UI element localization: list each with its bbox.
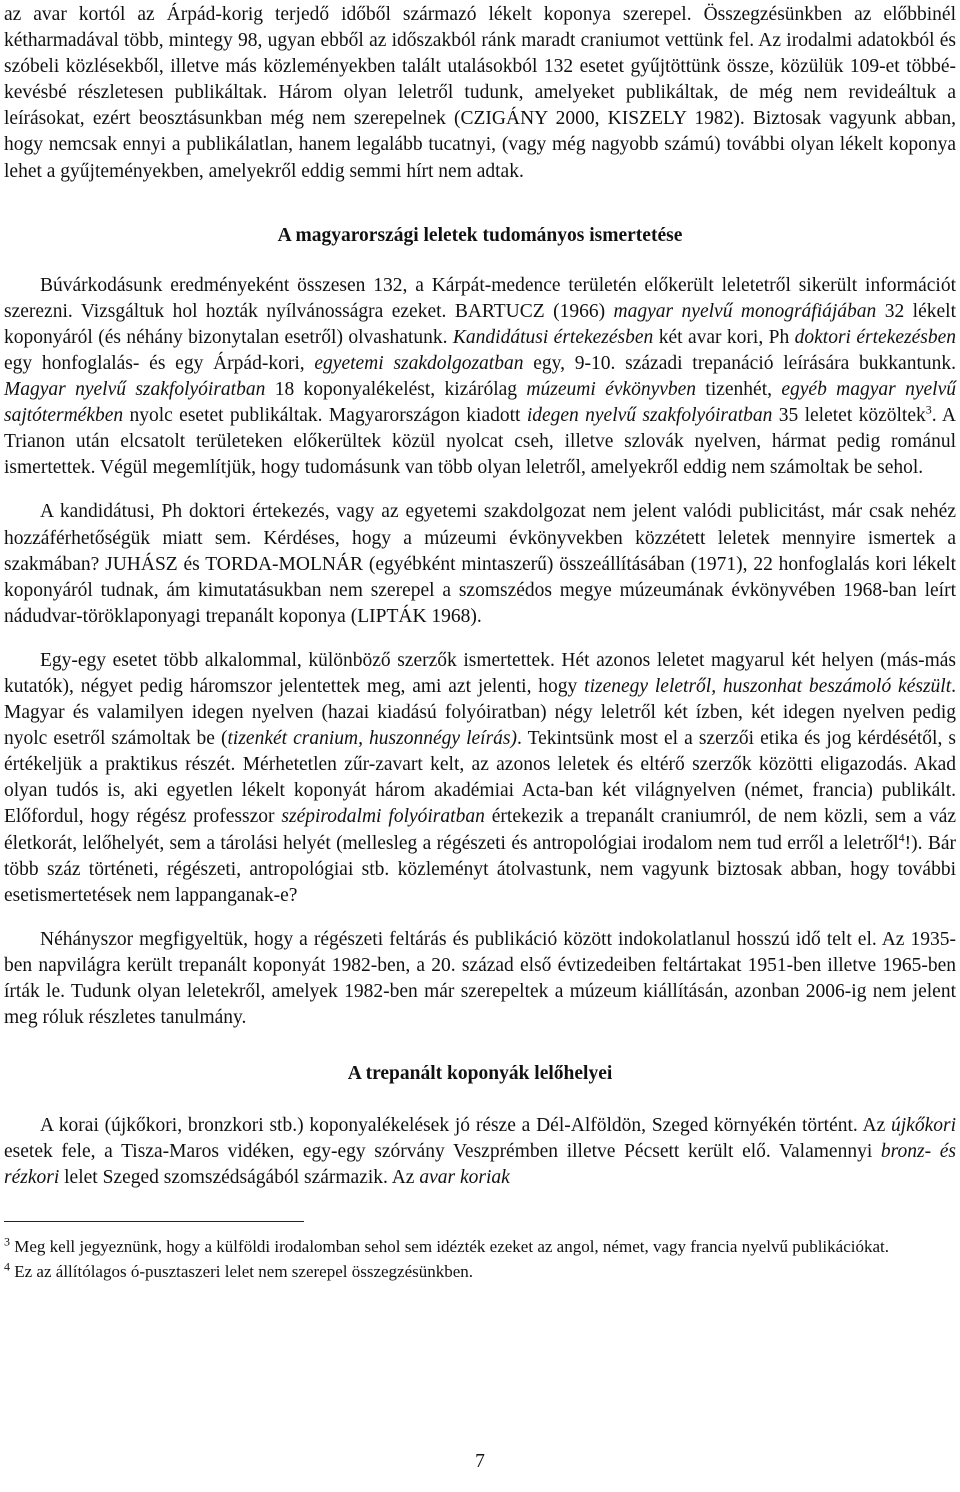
paragraph-4 [4,648,956,909]
footnote-4 [4,1261,956,1283]
text: 18 koponyalékelést, kizárólag [265,379,527,401]
emphasis: Magyar nyelvű szakfolyóiratban [4,379,266,401]
footnote-ref-3[interactable]: 3 [925,402,932,417]
text: 35 leletet közöltek [772,405,926,427]
text: nyolc esetet publikáltak. Magyarországon kiadott [123,405,527,427]
paragraph-6 [4,1113,956,1191]
emphasis: egyetemi szakdolgozatban [314,352,524,374]
section-heading-find-sites: A trepanált koponyák lelőhelyei [347,1063,613,1085]
text: egy honfoglalás- és egy Árpád-kori, [4,352,315,374]
text: . A Trianon után elcsatolt területeken előkerültek közül nyolcat cseh, illetve szlovák nyelven, hármat pedig románul ismertettek. Végül megemlítjük, hogy tudomásunk van több olyan leletről, amelyekről eddig nem számoltak be sehol. [4,405,956,479]
text: lelet Szeged szomszédságából származik. Az [59,1167,420,1189]
document-page [4,2,956,1282]
emphasis: múzeumi évkönyvben [526,379,697,401]
paragraph-3: A kandidátusi, Ph doktori értekezés, vagy az egyetemi szakdolgozat nem jelent valódi publicitást, már csak nehéz hozzáférhetőségük miatt sem. Kérdéses, hogy a múzeumi évkönyvekben közzétett leletek mennyire ismertek a szakmában? JUHÁSZ és TORDA-MOLNÁR (egyébként mintaszerű) összeállításában (1971), 22 honfoglalás kori lékelt koponyáról tudnak, ám kimutatásukban nem szerepel a szomszédos megye múzeumának évkönyvében 1968-ban leírt nádudvar-töröklaponyagi trepanált koponya (LIPTÁK 1968). [4,501,956,627]
text: . Tekintsünk most el a szerzői etika és jog kérdésétől, s értékeljük a praktikus részét. Mérhetetlen zűr-zavart kelt, az azonos leletek és eltérő szerzők közötti eligazodás. Akad olyan tudós is, aki egyetlen lékelt koponyát három akadémiai Acta-ban két világnyelven (német, francia) publikált. Előfordul, hogy régész professzor [4,728,957,828]
emphasis: egyéb magyar nyelvű sajtótermékben [4,379,956,427]
text: !). Bár több száz történeti, régészeti, antropológiai stb. közleményt átolvastunk, nem vagyunk biztosak abban, hogy további esetismertetések nem lappanganak-e? [4,832,956,906]
emphasis: magyar nyelvű monográfiájában [613,300,877,322]
footnote-text: Meg kell jegyeznünk, hogy a külföldi irodalomban sehol sem idézték ezeket az angol, német, vagy francia nyelvű publikációkat. [10,1237,889,1257]
text: Búvárkodásunk eredményeként összesen 132, a Kárpát-medence területén előkerült leletetről sikerült információt szerezni. Vizsgáltuk hol hozták nyílvánosságra ezeket. BARTUCZ (1966) [4,274,956,322]
emphasis: avar koriak [419,1167,510,1189]
emphasis: idegen nyelvű szakfolyóiratban [526,405,773,427]
paragraph-2 [4,273,956,482]
section-heading-scientific-description: A magyarországi leletek tudományos ismertetése [277,224,683,246]
text: egy, 9-10. századi trepanáció leírására bukkantunk. [523,352,956,374]
emphasis: bronz- és rézkori [4,1141,957,1189]
footnote-ref-4[interactable]: 4 [898,830,905,845]
text: 32 lékelt koponyáról (és néhány bizonytalan esetről) olvashatunk. [4,300,956,348]
footnote-text: Ez az állítólagos ó-pusztaszeri lelet nem szerepel összegzésünkben. [10,1261,474,1281]
footnote-divider [4,1221,304,1222]
emphasis: tizenkét cranium, huszonnégy leírás) [227,728,517,750]
emphasis: szépirodalmi folyóiratban [281,806,485,828]
emphasis: újkőkori [891,1115,956,1137]
footnote-number: 3 [4,1234,10,1249]
emphasis: doktori értekezésben [794,326,956,348]
text: esetek fele, a Tisza-Maros vidéken, egy-egy szórvány Veszprémben illetve Pécsett került elő. Valamennyi [4,1141,881,1163]
footnote-number: 4 [4,1259,10,1274]
text: tizenhét, [696,379,782,401]
text: Egy-egy esetet több alkalommal, különböző szerzők ismertettek. Hét azonos leletet magyarul két helyen (más-más kutatók), négyet pedig háromszor jelentettek meg, ami azt jelenti, hogy [4,649,956,697]
paragraph-5: Néhányszor megfigyeltük, hogy a régészeti feltárás és publikáció között indokolatlanul hosszú idő telt el. Az 1935-ben napvilágra került trepanált koponyát 1982-ben, a 20. század első évtizedeiben feltártakat 1951-ben illetve 1965-ben írták le. Tudunk olyan leletekről, amelyek 1982-ben már szerepeltek a múzeum kiállításán, azonban 2006-ig nem jelent meg róluk részletes tanulmány. [4,928,956,1029]
emphasis: Kandidátusi értekezésben [452,326,654,348]
paragraph-1: az avar kortól az Árpád-korig terjedő időből származó lékelt koponya szerepel. Összegzésünkben az előbbinél kétharmadával több, mintegy 98, ugyan ebből az időszakból ránk maradt craniumot vettünk fel. Az irodalmi adatokból és szóbeli közlésekből, illetve más közleményekben talált utalásokból 132 esetet gyűjtöttünk össze, közülük 109-et többé-kevésbé részletesen publikáltak. Három olyan leletről tudunk, amelyeket publikáltak, de még nem revideáltuk a leírásokat, ezért beosztásunkban még nem szerepelnek (CZIGÁNY 2000, KISZELY 1982). Biztosak vagyunk abban, hogy nemcsak ennyi a publikálatlan, hanem legalább tucatnyi, (vagy még nagyobb számú) további olyan lékelt koponya lehet a gyűjteményekben, amelyekről eddig semmi hírt nem adtak. [4,4,956,182]
text: két avar kori, Ph [653,326,795,348]
text: A korai (újkőkori, bronzkori stb.) koponyalékelések jó része a Dél-Alföldön, Szeged környékén történt. Az [40,1115,892,1137]
text: . Magyar és valamilyen idegen nyelven (hazai kiadású folyóiratban) négy leletről két ízben, két idegen nyelven pedig nyolc esetről számoltak be ( [4,675,956,750]
text: értekezik a trepanált craniumról, de nem közli, sem a váz életkorát, lelőhelyét, sem a tárolási helyét (mellesleg a régészeti és antropológiai irodalom nem tud erről a leletről [4,806,957,854]
page-number: 7 [475,1451,485,1472]
footnote-3 [4,1236,956,1258]
emphasis: tizenegy leletről, huszonhat beszámoló készült [584,675,952,697]
